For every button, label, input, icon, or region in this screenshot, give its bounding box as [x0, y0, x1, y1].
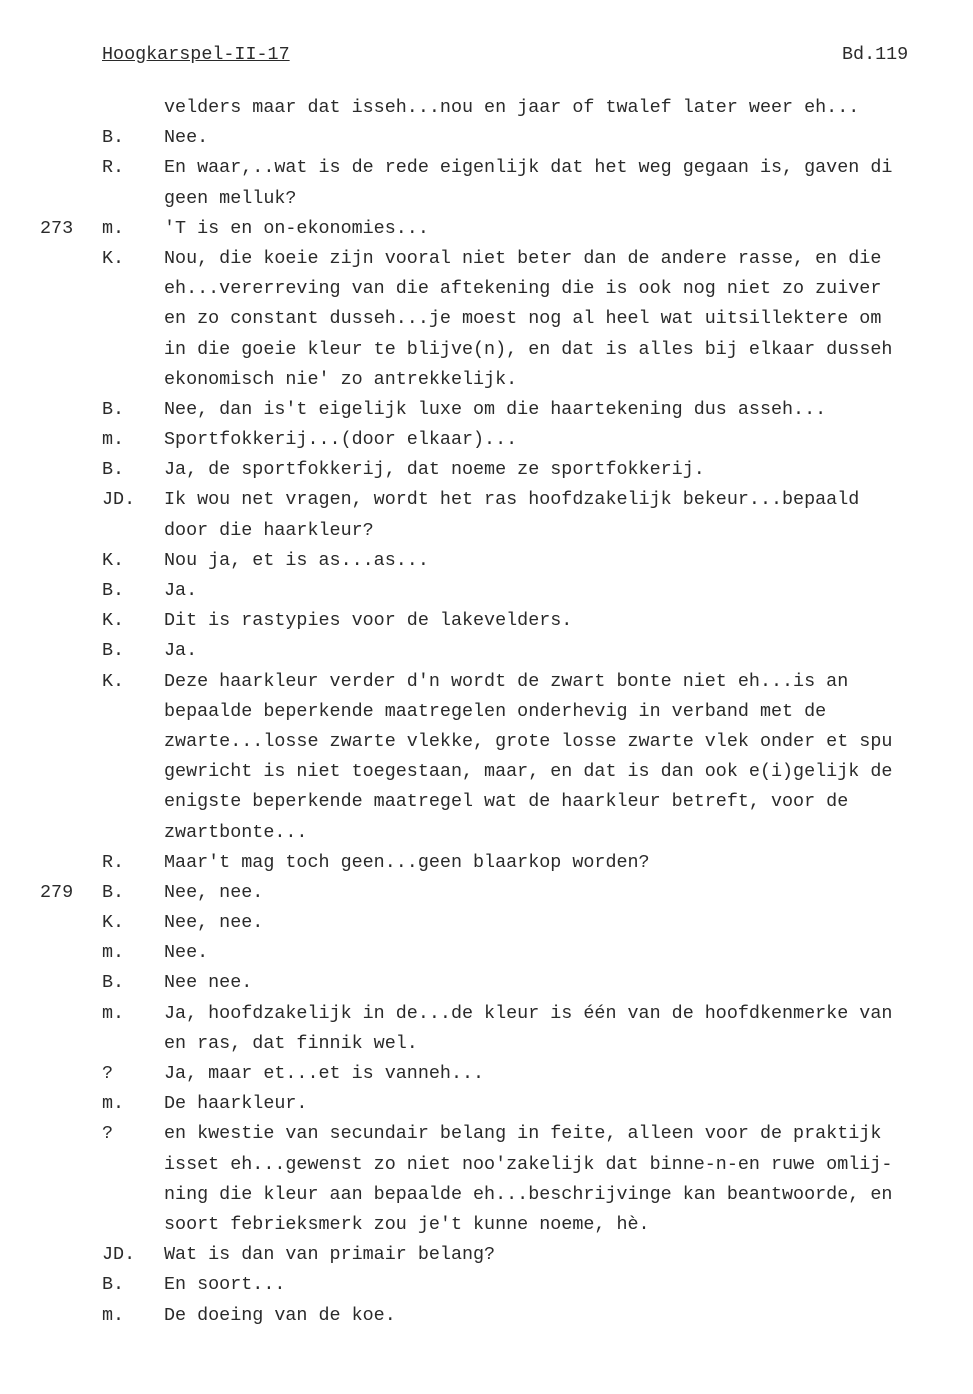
transcript-line	[0, 516, 973, 546]
dialogue-turn	[0, 606, 973, 636]
utterance-text: Ja, hoofdzakelijk in de...de kleur is één van de hoofdkenmerke van	[164, 1002, 893, 1024]
transcript-line	[0, 968, 973, 998]
speaker-label: K.	[102, 549, 125, 571]
transcript-line	[0, 365, 973, 395]
utterance-text: bepaalde beperkende maatregelen onderhevig in verband met de	[164, 700, 827, 722]
speaker-label: ?	[102, 1063, 114, 1084]
speaker-label: m.	[102, 217, 125, 239]
speaker-label: B.	[102, 1274, 125, 1296]
transcript-line	[0, 93, 973, 123]
dialogue-turn	[0, 1301, 973, 1331]
utterance-text: enigste beperkende maatregel wat de haarkleur betreft, voor de	[164, 791, 849, 813]
margin-line-number: 279	[40, 881, 74, 903]
transcript-line	[0, 1301, 973, 1331]
transcript-line	[0, 304, 973, 334]
transcript-line	[0, 818, 973, 848]
transcript-line	[0, 455, 973, 485]
dialogue-turn	[0, 485, 973, 545]
dialogue-turn	[0, 123, 973, 153]
transcript-line	[0, 636, 973, 666]
transcript-line	[0, 1270, 973, 1300]
speaker-label: m.	[102, 1093, 125, 1115]
transcript-line	[0, 576, 973, 606]
utterance-text: Maar't mag toch geen...geen blaarkop worden?	[164, 851, 650, 873]
transcript-line	[0, 485, 973, 515]
speaker-label: R.	[102, 157, 125, 179]
speaker-label: B.	[102, 640, 125, 662]
utterance-text: isset eh...gewenst zo niet noo'zakelijk dat binne-n-en ruwe omlij-	[164, 1153, 893, 1175]
transcript-line	[0, 1240, 973, 1270]
utterance-text: De haarkleur.	[164, 1093, 308, 1115]
speaker-label: ?	[102, 1123, 114, 1145]
utterance-text: geen melluk?	[164, 187, 297, 209]
dialogue-turn	[0, 908, 973, 938]
transcript-line	[0, 727, 973, 757]
utterance-text: velders maar dat isseh...nou en jaar of twalef later weer eh...	[164, 97, 860, 118]
transcript-line	[0, 274, 973, 304]
transcript-line	[0, 335, 973, 365]
transcript-line	[0, 667, 973, 697]
speaker-label: B.	[102, 127, 125, 149]
speaker-label: JD.	[102, 1244, 136, 1266]
utterance-text: Deze haarkleur verder d'n wordt de zwart bonte niet eh...is an	[164, 670, 849, 692]
utterance-text: ning die kleur aan bepaalde eh...beschrijvinge kan beantwoorde, en	[164, 1183, 893, 1205]
utterance-text: Nee nee.	[164, 972, 253, 994]
utterance-text: ekonomisch nie' zo antrekkelijk.	[164, 368, 518, 390]
speaker-label: B.	[102, 972, 125, 994]
speaker-label: B.	[102, 459, 125, 481]
speaker-label: B.	[102, 580, 125, 601]
dialogue-turn	[0, 455, 973, 485]
transcript-line	[0, 697, 973, 727]
speaker-label: JD.	[102, 489, 136, 511]
utterance-text: Ja, maar et...et is vanneh...	[164, 1063, 485, 1084]
speaker-label: B.	[102, 398, 125, 420]
speaker-label: m.	[102, 1002, 125, 1024]
speaker-label: K.	[102, 912, 125, 934]
utterance-text: De doeing van de koe.	[164, 1304, 396, 1326]
dialogue-turn	[0, 999, 973, 1059]
utterance-text: Ja.	[164, 580, 198, 601]
dialogue-turn	[0, 1119, 973, 1240]
utterance-text: Ja, de sportfokkerij, dat noeme ze sportfokkerij.	[164, 459, 705, 481]
utterance-text: gewricht is niet toegestaan, maar, en dat is dan ook e(i)gelijk de	[164, 761, 893, 783]
utterance-text: Nee, dan is't eigelijk luxe om die haartekening dus asseh...	[164, 398, 827, 420]
transcript-line	[0, 787, 973, 817]
dialogue-turn	[0, 244, 973, 395]
transcript-line	[0, 395, 973, 425]
transcript-line	[0, 938, 973, 968]
speaker-label: K.	[102, 247, 125, 269]
transcript-line	[0, 1029, 973, 1059]
speaker-label: B.	[102, 881, 125, 903]
dialogue-turn	[0, 214, 973, 244]
transcript-line	[0, 1119, 973, 1149]
speaker-label: R.	[102, 851, 125, 873]
utterance-text: door die haarkleur?	[164, 519, 374, 541]
transcript-line	[0, 546, 973, 576]
utterance-text: Nou, die koeie zijn vooral niet beter dan de andere rasse, en die	[164, 247, 882, 269]
utterance-text: Dit is rastypies voor de lakevelders.	[164, 610, 573, 632]
dialogue-turn	[0, 636, 973, 666]
transcript-line	[0, 425, 973, 455]
utterance-text: soort febrieksmerk zou je't kunne noeme, hè.	[164, 1213, 650, 1235]
transcript-line	[0, 214, 973, 244]
transcript-line	[0, 244, 973, 274]
transcript-line	[0, 1089, 973, 1119]
dialogue-turn	[0, 153, 973, 213]
dialogue-turn	[0, 576, 973, 606]
utterance-text: zwartbonte...	[164, 821, 308, 843]
utterance-text: En waar,..wat is de rede eigenlijk dat het weg gegaan is, gaven di	[164, 157, 893, 179]
dialogue-turn	[0, 395, 973, 425]
speaker-label: K.	[102, 610, 125, 632]
speaker-label: m.	[102, 1304, 125, 1326]
dialogue-turn	[0, 1059, 973, 1089]
dialogue-turn	[0, 546, 973, 576]
dialogue-turn	[0, 848, 973, 878]
transcript-line	[0, 153, 973, 183]
speaker-label: m.	[102, 429, 125, 451]
utterance-text: 'T is en on-ekonomies...	[164, 217, 429, 239]
utterance-text: Ik wou net vragen, wordt het ras hoofdzakelijk bekeur...bepaald	[164, 489, 860, 511]
utterance-text: zwarte...losse zwarte vlekke, grote losse zwarte vlek onder et spu	[164, 730, 893, 752]
transcript-line	[0, 606, 973, 636]
dialogue-turn	[0, 878, 973, 908]
utterance-text: En soort...	[164, 1274, 286, 1296]
margin-line-number: 273	[40, 217, 74, 239]
dialogue-turn	[0, 93, 973, 123]
transcript-line	[0, 123, 973, 153]
transcript-line	[0, 848, 973, 878]
utterance-text: Nee.	[164, 127, 209, 149]
speaker-label: K.	[102, 670, 125, 692]
utterance-text: Ja.	[164, 640, 198, 662]
transcript-line	[0, 1150, 973, 1180]
transcript-line	[0, 1210, 973, 1240]
utterance-text: en ras, dat finnik wel.	[164, 1032, 418, 1054]
dialogue-turn	[0, 1270, 973, 1300]
transcript-line	[0, 1180, 973, 1210]
transcript-line	[0, 184, 973, 214]
utterance-text: Nee, nee.	[164, 881, 264, 903]
transcript-line	[0, 1059, 973, 1089]
utterance-text: en zo constant dusseh...je moest nog al heel wat uitsillektere om	[164, 308, 882, 330]
speaker-label: m.	[102, 942, 125, 964]
utterance-text: in die goeie kleur te blijve(n), en dat is alles bij elkaar dusseh	[164, 338, 893, 360]
document-title: Hoogkarspel-II-17	[102, 44, 290, 65]
dialogue-turn	[0, 425, 973, 455]
utterance-text: Wat is dan van primair belang?	[164, 1244, 496, 1266]
page-number: Bd.119	[842, 44, 909, 65]
utterance-text: en kwestie van secundair belang in feite, alleen voor de praktijk	[164, 1123, 882, 1145]
transcript-line	[0, 878, 973, 908]
dialogue-turn	[0, 667, 973, 848]
utterance-text: Sportfokkerij...(door elkaar)...	[164, 429, 518, 451]
utterance-text: Nou ja, et is as...as...	[164, 549, 429, 571]
dialogue-turn	[0, 1240, 973, 1270]
transcript-line	[0, 908, 973, 938]
utterance-text: eh...vererreving van die aftekening die is ook nog niet zo zuiver	[164, 278, 882, 300]
transcript-line	[0, 757, 973, 787]
transcript-line	[0, 999, 973, 1029]
utterance-text: Nee.	[164, 942, 209, 964]
transcript	[0, 93, 973, 1331]
dialogue-turn	[0, 1089, 973, 1119]
dialogue-turn	[0, 938, 973, 968]
dialogue-turn	[0, 968, 973, 998]
utterance-text: Nee, nee.	[164, 912, 264, 934]
